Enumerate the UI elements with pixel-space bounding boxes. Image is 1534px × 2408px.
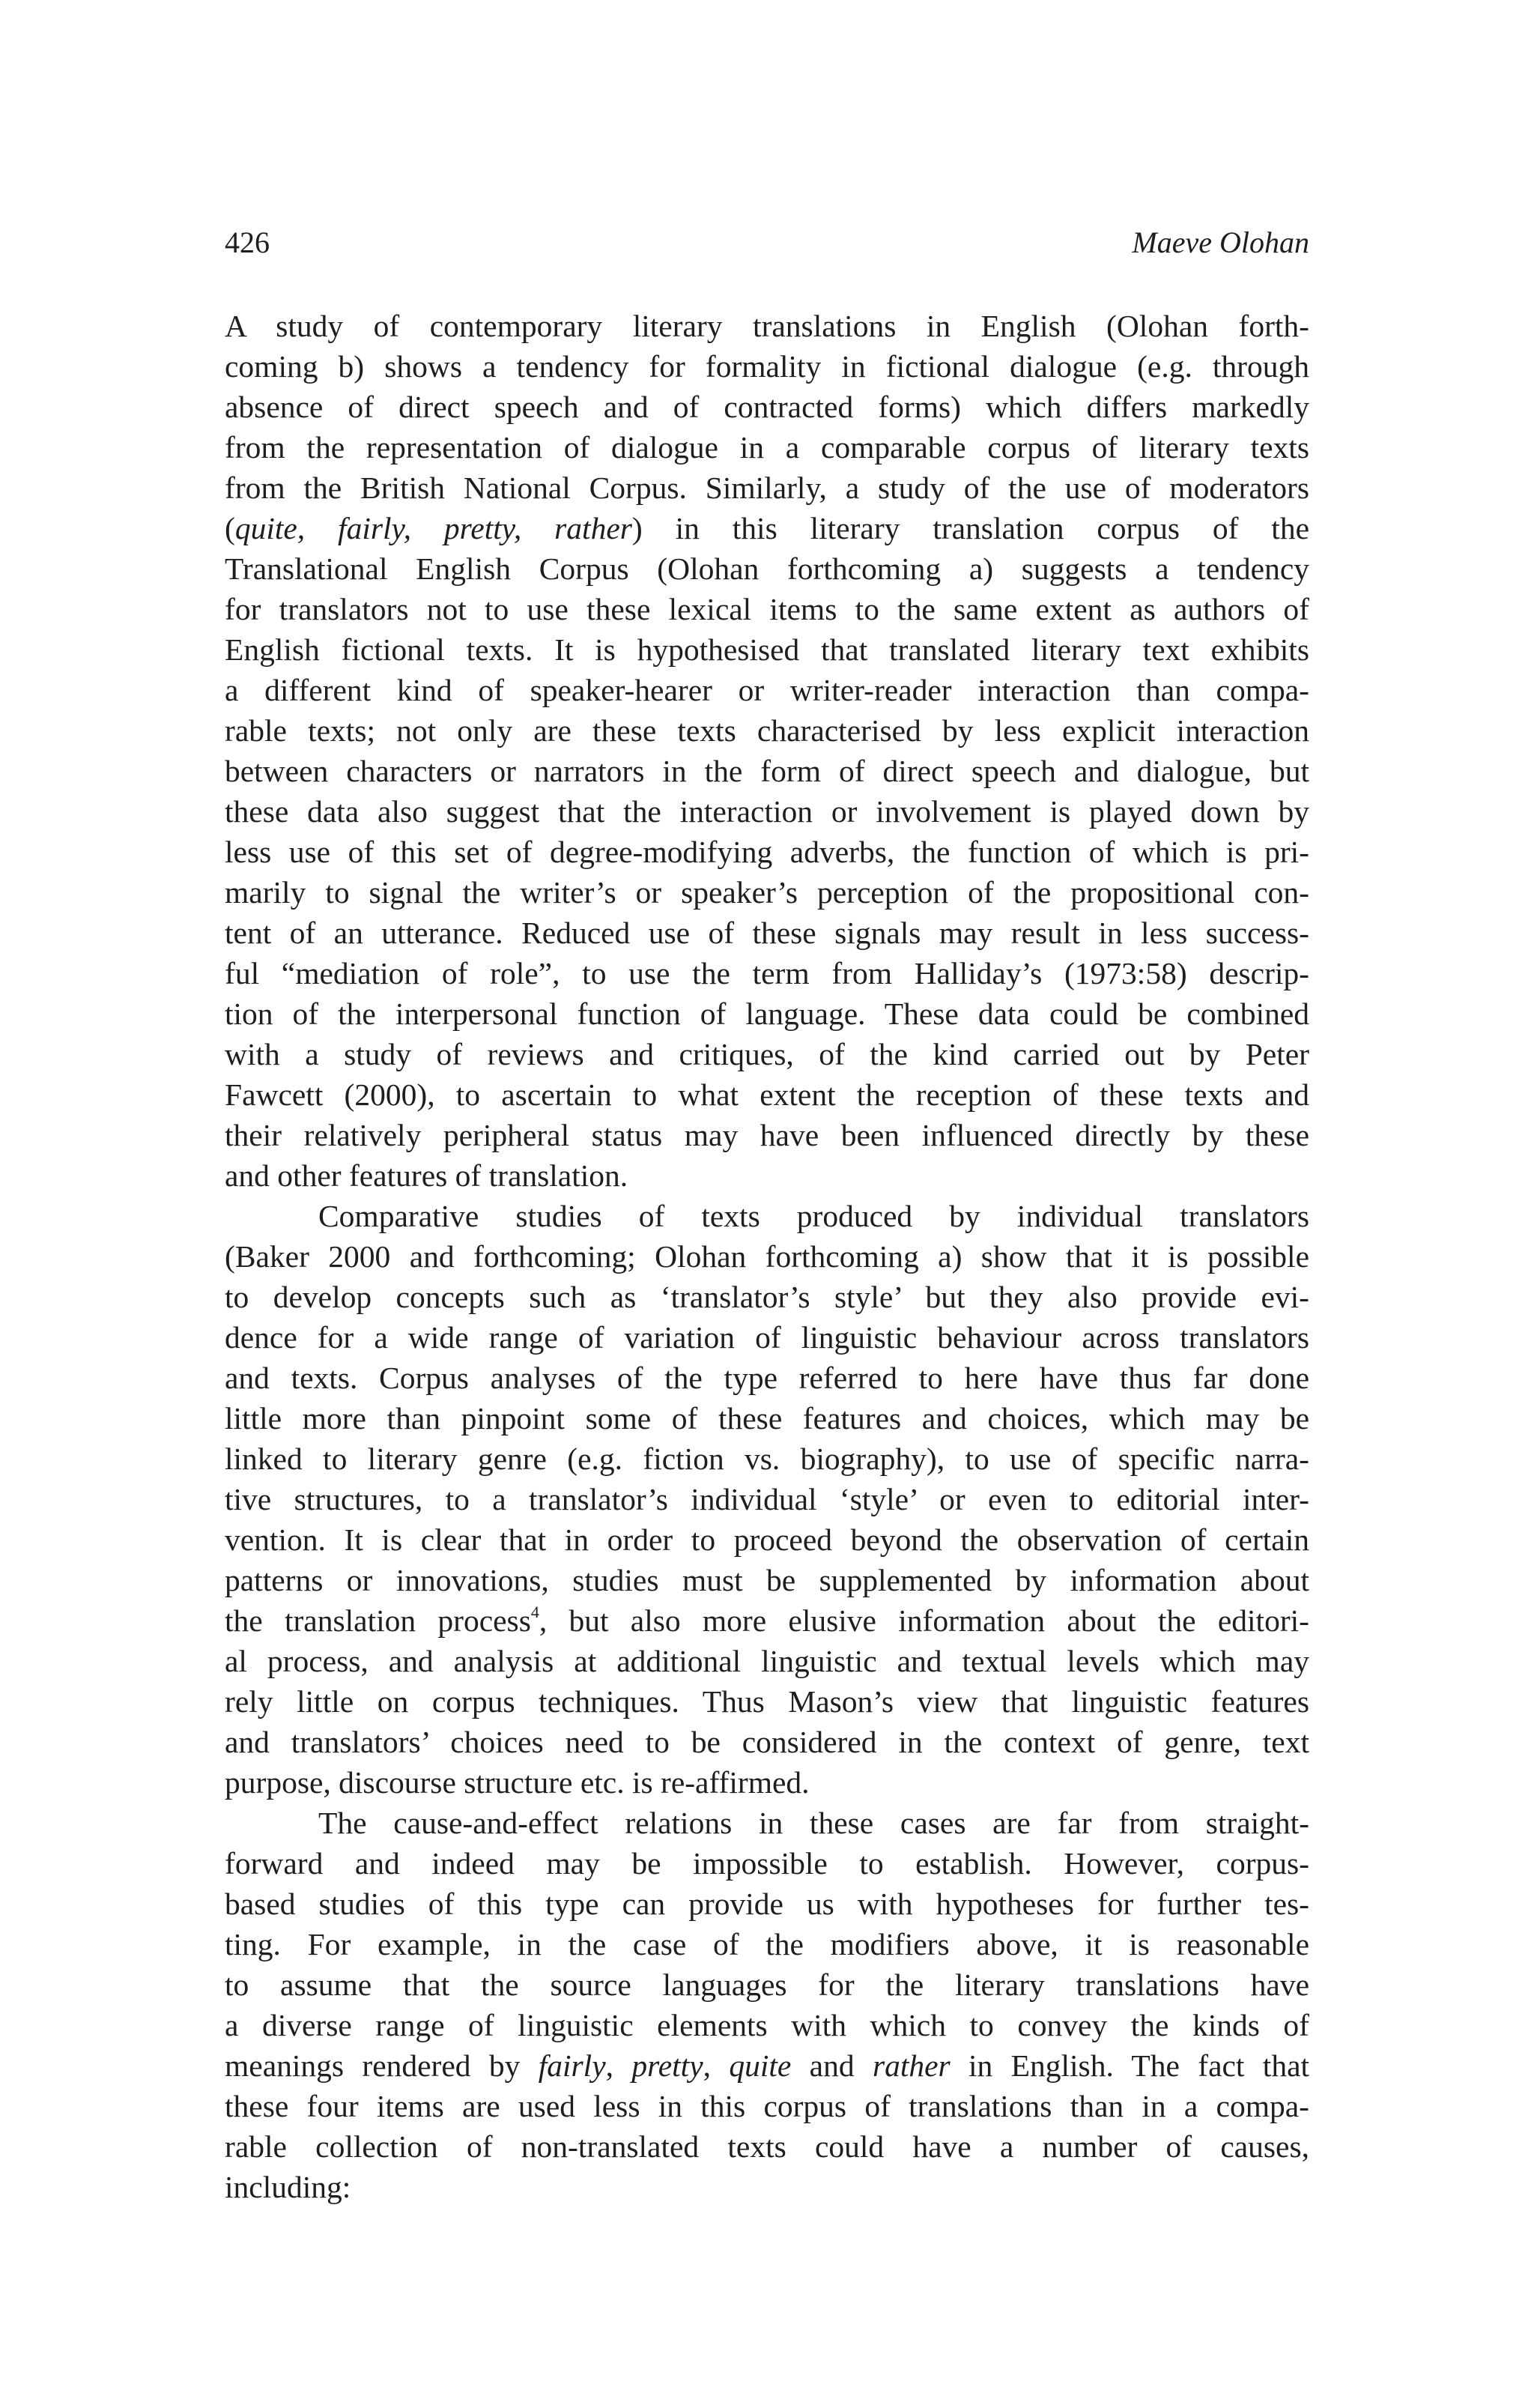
text-line: between characters or narrators in the form of direct speech and dialogue, but — [225, 754, 1309, 788]
text-line: for translators not to use these lexical items to the same extent as authors of — [225, 592, 1309, 626]
text-line: rely little on corpus techniques. Thus Mason’s view that linguistic features — [225, 1684, 1309, 1719]
page — [225, 225, 1309, 2207]
text-line: purpose, discourse structure etc. is re-affirmed. — [225, 1765, 810, 1800]
text-line: The cause-and-effect relations in these cases are far from straight- — [318, 1806, 1309, 1840]
text-line — [225, 508, 1309, 548]
text-run: meanings rendered by — [225, 2048, 539, 2083]
page-number: 426 — [225, 226, 270, 259]
italic-term: rather — [872, 2048, 951, 2083]
text-line: less use of this set of degree-modifying adverbs, the function of which is pri- — [225, 835, 1309, 869]
text-run: the translation process — [225, 1603, 531, 1638]
text-line: including: — [225, 2170, 351, 2204]
text-run: , but also more elusive information about the editori- — [539, 1603, 1309, 1638]
text-run: , — [703, 2048, 730, 2083]
text-line: and texts. Corpus analyses of the type referred to here have thus far done — [225, 1361, 1309, 1395]
text-line: ting. For example, in the case of the modifiers above, it is reasonable — [225, 1927, 1309, 1961]
text-line: al process, and analysis at additional linguistic and textual levels which may — [225, 1644, 1309, 1678]
body-text — [225, 306, 1309, 2207]
text-line: a diverse range of linguistic elements with which to convey the kinds of — [225, 2008, 1309, 2042]
paragraph-1 — [225, 306, 1309, 1196]
text-line: linked to literary genre (e.g. fiction vs. biography), to use of specific narra- — [225, 1442, 1309, 1476]
text-line: ful “mediation of role”, to use the term from Halliday’s (1973:58) descrip- — [225, 956, 1309, 990]
running-header — [225, 225, 1309, 261]
text-line: rable texts; not only are these texts characterised by less explicit interaction — [225, 713, 1309, 748]
text-line: tent of an utterance. Reduced use of these signals may result in less success- — [225, 916, 1309, 950]
text-run: and — [791, 2048, 873, 2083]
text-line: based studies of this type can provide us with hypotheses for further tes- — [225, 1887, 1309, 1921]
text-line: their relatively peripheral status may have been influenced directly by these — [225, 1118, 1309, 1152]
text-line: marily to signal the writer’s or speaker’s perception of the propositional con- — [225, 875, 1309, 910]
text-line: rable collection of non-translated texts could have a number of causes, — [225, 2129, 1309, 2164]
text-run: , — [605, 2048, 632, 2083]
paragraph-3 — [225, 1803, 1309, 2207]
text-line: (Baker 2000 and forthcoming; Olohan forthcoming a) show that it is possible — [225, 1239, 1309, 1274]
text-line: these data also suggest that the interaction or involvement is played down by — [225, 794, 1309, 829]
italic-term: pretty — [631, 2048, 703, 2083]
text-run: in English. The fact that — [950, 2048, 1310, 2083]
text-line: patterns or innovations, studies must be supplemented by information about — [225, 1563, 1309, 1597]
italic-term: fairly — [538, 2048, 606, 2083]
text-line: dence for a wide range of variation of linguistic behaviour across translators — [225, 1320, 1309, 1355]
text-line: with a study of reviews and critiques, of the kind carried out by Peter — [225, 1037, 1309, 1071]
text-line: these four items are used less in this corpus of translations than in a compa- — [225, 2089, 1309, 2123]
text-line: Fawcett (2000), to ascertain to what extent the reception of these texts and — [225, 1077, 1309, 1112]
text-line: tion of the interpersonal function of language. These data could be combined — [225, 996, 1309, 1031]
text-line: and other features of translation. — [225, 1158, 628, 1193]
text-line: Comparative studies of texts produced by individual translators — [318, 1199, 1309, 1233]
italic-moderators: quite, fairly, pretty, rather — [234, 511, 632, 545]
text-line — [225, 2045, 1309, 2086]
text-line: English fictional texts. It is hypothesised that translated literary text exhibits — [225, 632, 1309, 667]
text-line: and translators’ choices need to be considered in the context of genre, text — [225, 1725, 1309, 1759]
text-line: tive structures, to a translator’s individual ‘style’ or even to editorial inter- — [225, 1482, 1309, 1516]
text-line: little more than pinpoint some of these features and choices, which may be — [225, 1401, 1309, 1436]
text-line: a different kind of speaker-hearer or writer-reader interaction than compa- — [225, 673, 1309, 707]
text-line: to assume that the source languages for the literary translations have — [225, 1967, 1309, 2002]
text-line: coming b) shows a tendency for formality in fictional dialogue (e.g. through — [225, 349, 1309, 384]
running-head-author: Maeve Olohan — [1132, 226, 1309, 259]
paragraph-2 — [225, 1196, 1309, 1803]
text-line: forward and indeed may be impossible to establish. However, corpus- — [225, 1846, 1309, 1881]
text-line: vention. It is clear that in order to proceed beyond the observation of certain — [225, 1522, 1309, 1557]
text-run: ) in this literary translation corpus of the — [631, 511, 1309, 545]
text-line: to develop concepts such as ‘translator’s style’ but they also provide evi- — [225, 1280, 1309, 1314]
text-line: absence of direct speech and of contracted forms) which differs markedly — [225, 390, 1309, 424]
italic-term: quite — [729, 2048, 792, 2083]
text-line: A study of contemporary literary translations in English (Olohan forth- — [225, 309, 1309, 343]
footnote-marker[interactable]: 4 — [530, 1603, 539, 1621]
text-line: from the representation of dialogue in a comparable corpus of literary texts — [225, 430, 1309, 465]
text-line: from the British National Corpus. Similarly, a study of the use of moderators — [225, 471, 1309, 505]
text-line: Translational English Corpus (Olohan forthcoming a) suggests a tendency — [225, 551, 1309, 586]
text-run: ( — [225, 511, 235, 545]
text-line — [225, 1600, 1309, 1641]
